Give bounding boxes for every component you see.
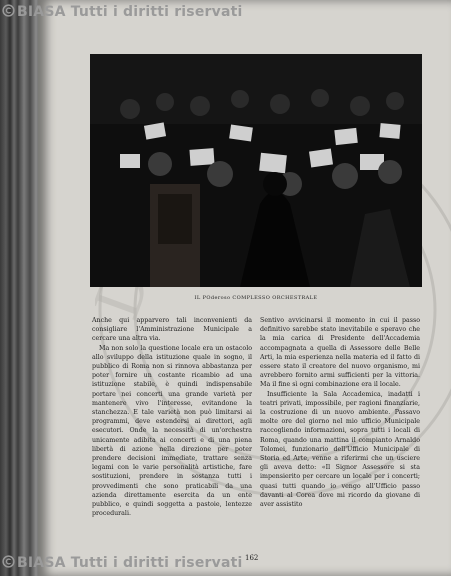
text-column-right [260,316,420,509]
book-binding-edge [0,0,42,576]
copyright-icon [2,4,15,17]
text-column-left [92,316,252,518]
orchestra-photo-image [90,54,422,287]
paragraph: Insufficiente la Sala Accademica, inadatti i teatri privati, impossibile, per ragioni finanziarie, la costruzione di un nuovo ambiente. Passavo molte ore del giorno nel mio ufficio Municipale raccogliendo informazioni, sopra tutti i locali di Roma, quando una mattina il compianto Arnaldo Tolomei, funzionario dell'Ufficio Municipale di Storia ed Arte, venne a riferirmi che un usciere gli aveva detto: «Il Signor Assessore si sta impensierito per cercare un locale per i concerti; quasi tutti quando io vengo all'Ufficio passo davanti al Corea dove mi ricordo da giovane di aver assistito [260,390,420,509]
watermark-bottom [2,555,243,571]
photo-caption: IL POderoso COMPLESSO ORCHESTRALE [194,295,318,301]
paragraph: Ma non solo la questione locale era un ostacolo allo sviluppo della istituzione quale in sogno, il pubblico di Roma non si rinnova abbastanza per poter fornire un costante ricambio ad una istituzione stabile, è quindi indispensabile portare nei concerti una grande varietà per mantenere vivo l'interesse, evitandone la stanchezza. E tale varietà non può limitarsi ai programmi, deve estendersi ai direttori, agli esecutori. Onde la necessità di un'orchestra unicamente adibita ai concerti e di una piena libertà di azione nella direzione per poter prendere decisioni immediate, trattare senza legami con le varie personalità artistiche, fare sostituzioni, prendere in sostanza tutti i provvedimenti che sono praticabili da una azienda direttamente esercita da un ente pubblico, e quindi soggetta a pastoie, lentezze procedurali. [92,344,252,518]
watermark-bottom-text: BIASA Tutti i diritti riservati [17,555,243,571]
page-number: 162 [245,554,259,562]
orchestra-photo [90,54,422,287]
paragraph: Sentivo avvicinarsi il momento in cui il passo definitivo sarebbe stato inevitabile e speravo che la mia carica di Presidente dell'Accademia accompagnata a quella di Assessore delle Belle Arti, la mia esperienza nella materia ed il fatto di essere stato il creatore del nuovo organismo, mi avrebbero fornito armi sufficienti per la vittoria. Ma il fine sì ogni combinazione era il locale. [260,317,420,389]
watermark-top [2,4,243,20]
copyright-icon [2,555,15,568]
watermark-top-text: BIASA Tutti i diritti riservati [17,4,243,20]
paragraph: Anche qui apparvero tali inconvenienti da consigliare l'Amministrazione Municipale a cercare una altra via. [92,317,252,343]
